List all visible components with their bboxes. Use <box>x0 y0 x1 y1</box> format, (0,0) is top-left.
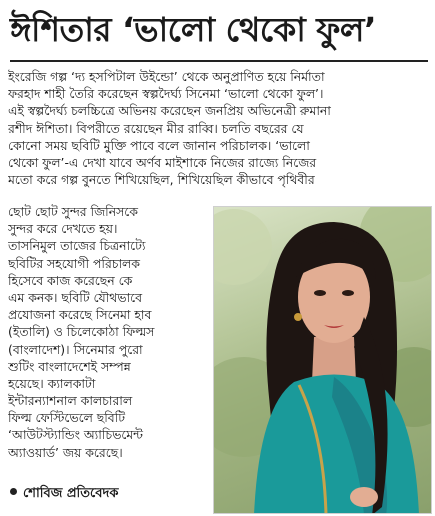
intro-paragraph <box>8 68 428 188</box>
byline-text: শোবিজ প্রতিবেদক <box>23 486 119 501</box>
headline: ঈশিতার ‘ভালো থেকো ফুল’ <box>10 10 376 49</box>
bullet-icon <box>10 488 17 495</box>
column-line: ফিল্ম ফেস্টিভেলে ছবিটি <box>8 410 125 426</box>
column-line: ইন্টারন্যাশনাল কালচারাল <box>8 393 133 409</box>
intro-line: ফরহাদ শাহী তৈরি করেছেন স্বল্পদৈর্ঘ্য সিনেমা ‘ভালো থেকো ফুল’। <box>8 86 324 102</box>
column-line: ছবিটির সহযোগী পরিচালক <box>8 255 140 271</box>
intro-line: থেকো ফুল’-এ দেখা যাবে অর্ণব মাইশাকে নিজের রাজ্যে নিজের <box>8 154 317 170</box>
intro-line: ইংরেজি গল্প ‘দ্য হসপিটাল উইন্ডো’ থেকে অনুপ্রাণিত হয়ে নির্মাতা <box>8 69 325 84</box>
column-line: হয়েছে। ক্যালকাটা <box>8 375 96 391</box>
column-line: অ্যাওয়ার্ড’ জয় করেছে। <box>8 444 123 460</box>
column-line: (ইতালি) ও চিলেকোঠা ফিল্মস <box>8 324 155 340</box>
column-line: ছোট ছোট সুন্দর জিনিসকে <box>8 204 138 219</box>
column-line: ‘আউটস্ট্যান্ডিং অ্যাচিভমেন্ট <box>8 427 143 443</box>
column-line: (বাংলাদেশ)। সিনেমার পুরো <box>8 341 143 357</box>
column-paragraph <box>8 203 208 461</box>
actress-photo <box>213 206 432 514</box>
intro-line: কোনো সময় ছবিটি মুক্তি পাবে বলে জানান পরিচালক। ‘ভালো <box>8 137 310 153</box>
intro-line: এই স্বল্পদৈর্ঘ্য চলচ্চিত্রে অভিনয় করেছেন জনপ্রিয় অভিনেত্রী রুমানা <box>8 103 331 119</box>
intro-line: রশীদ ঈশিতা। বিপরীতে রয়েছেন মীর রাব্বি। চলতি বছরের যে <box>8 120 304 136</box>
headline-rule <box>10 60 428 62</box>
column-line: এম কনক। ছবিটি যৌথভাবে <box>8 289 142 305</box>
column-line: প্রযোজনা করেছে সিনেমা হাব <box>8 307 152 323</box>
intro-line: মতো করে গল্প বুনতে শিখিয়েছিল, শিখিয়েছিল কীভাবে পৃথিবীর <box>8 172 315 188</box>
column-line: তাসনিমুল তাজের চিত্রনাট্যে <box>8 238 146 254</box>
column-line: শুটিং বাংলাদেশেই সম্পন্ন <box>8 358 131 374</box>
column-line: সুন্দর করে দেখতে হয়। <box>8 221 118 237</box>
byline <box>10 484 118 505</box>
column-line: হিসেবে কাজ করেছেন কে <box>8 272 133 288</box>
actress-illustration <box>214 207 432 514</box>
